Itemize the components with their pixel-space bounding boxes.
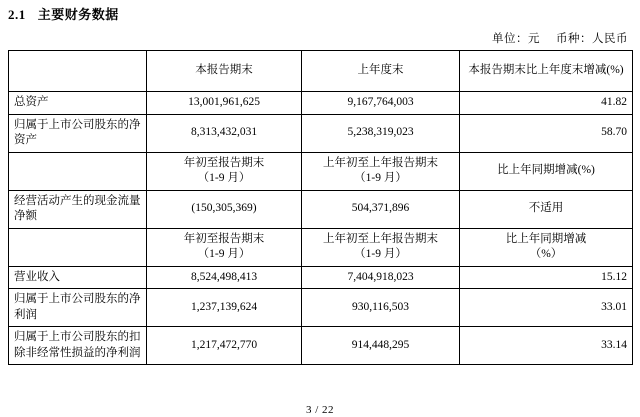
header-prior-ytd-line1: 上年初至上年报告期末 [323,156,438,169]
cell-total-assets-change: 41.82 [460,92,633,115]
header-prior-ytd2-line1: 上年初至上年报告期末 [323,232,438,245]
header-yoy2-line2: （%） [529,248,563,261]
cell-operating-cashflow-prior: 504,371,896 [302,190,460,228]
header-yoy2-line1: 比上年同期增减 [505,232,587,245]
cell-revenue-prior: 7,404,918,023 [302,266,460,289]
cell-net-profit-prior: 930,116,503 [302,289,460,327]
cell-total-assets-prior: 9,167,764,003 [302,92,460,115]
cell-net-profit-deducted-change: 33.14 [460,327,633,365]
header-cell-ytd-period [147,152,302,190]
table-row [9,266,633,289]
cell-net-profit-current: 1,237,139,624 [147,289,302,327]
header-ytd2-line2: （1-9 月） [197,248,251,261]
table-row [9,289,633,327]
table-header-row-cashflow [9,152,633,190]
section-heading [8,4,119,23]
header-cell-prior-year-end: 上年度末 [302,51,460,92]
header-cell-ytd-period-2 [147,228,302,266]
table-header-row-income [9,228,633,266]
header-cell-prior-ytd-period-2 [302,228,460,266]
unit-currency-line [492,30,628,46]
header-prior-ytd-line2: （1-9 月） [354,172,407,185]
section-title-text: 主要财务数据 [37,7,119,22]
header-cell-yoy-change-1: 比上年同期增减(%) [460,152,633,190]
header-prior-ytd2-line2: （1-9 月） [354,248,407,261]
cell-net-profit-deducted-current: 1,217,472,770 [147,327,302,365]
table-row [9,114,633,152]
cell-operating-cashflow-current: (150,305,369) [147,190,302,228]
table-header-row-balance [9,51,633,92]
table-row [9,190,633,228]
header-ytd2-line1: 年初至报告期末 [183,232,265,245]
cell-total-assets-current: 13,001,961,625 [147,92,302,115]
cell-operating-cashflow-change: 不适用 [460,190,633,228]
row-label-total-assets: 总资产 [9,92,147,115]
header-cell-balance-change: 本报告期末比上年度末增减(%) [460,51,633,92]
row-label-revenue: 营业收入 [9,266,147,289]
cell-net-assets-change: 58.70 [460,114,633,152]
cell-net-profit-change: 33.01 [460,289,633,327]
financial-summary-table [8,50,633,365]
table-row [9,327,633,365]
unit-label: 单位：元 [492,33,540,45]
cell-revenue-current: 8,524,498,413 [147,266,302,289]
header-cell-yoy-change-2 [460,228,633,266]
header-cell-blank-2 [9,152,147,190]
section-number: 2.1 [8,7,26,22]
cell-revenue-change: 15.12 [460,266,633,289]
row-label-net-profit-deducted: 归属于上市公司股东的扣除非经常性损益的净利润 [9,327,147,365]
header-cell-blank-3 [9,228,147,266]
header-cell-blank-1 [9,51,147,92]
row-label-net-profit: 归属于上市公司股东的净利润 [9,289,147,327]
cell-net-assets-current: 8,313,432,031 [147,114,302,152]
header-ytd-line2: （1-9 月） [197,172,251,185]
currency-label: 币种：人民币 [556,33,628,45]
header-cell-prior-ytd-period [302,152,460,190]
header-ytd-line1: 年初至报告期末 [183,156,265,169]
row-label-operating-cashflow: 经营活动产生的现金流量净额 [9,190,147,228]
table-row [9,92,633,115]
cell-net-profit-deducted-prior: 914,448,295 [302,327,460,365]
cell-net-assets-prior: 5,238,319,023 [302,114,460,152]
row-label-net-assets: 归属于上市公司股东的净资产 [9,114,147,152]
header-cell-current-period-end: 本报告期末 [147,51,302,92]
page-footer: 3 / 22 [305,404,335,416]
